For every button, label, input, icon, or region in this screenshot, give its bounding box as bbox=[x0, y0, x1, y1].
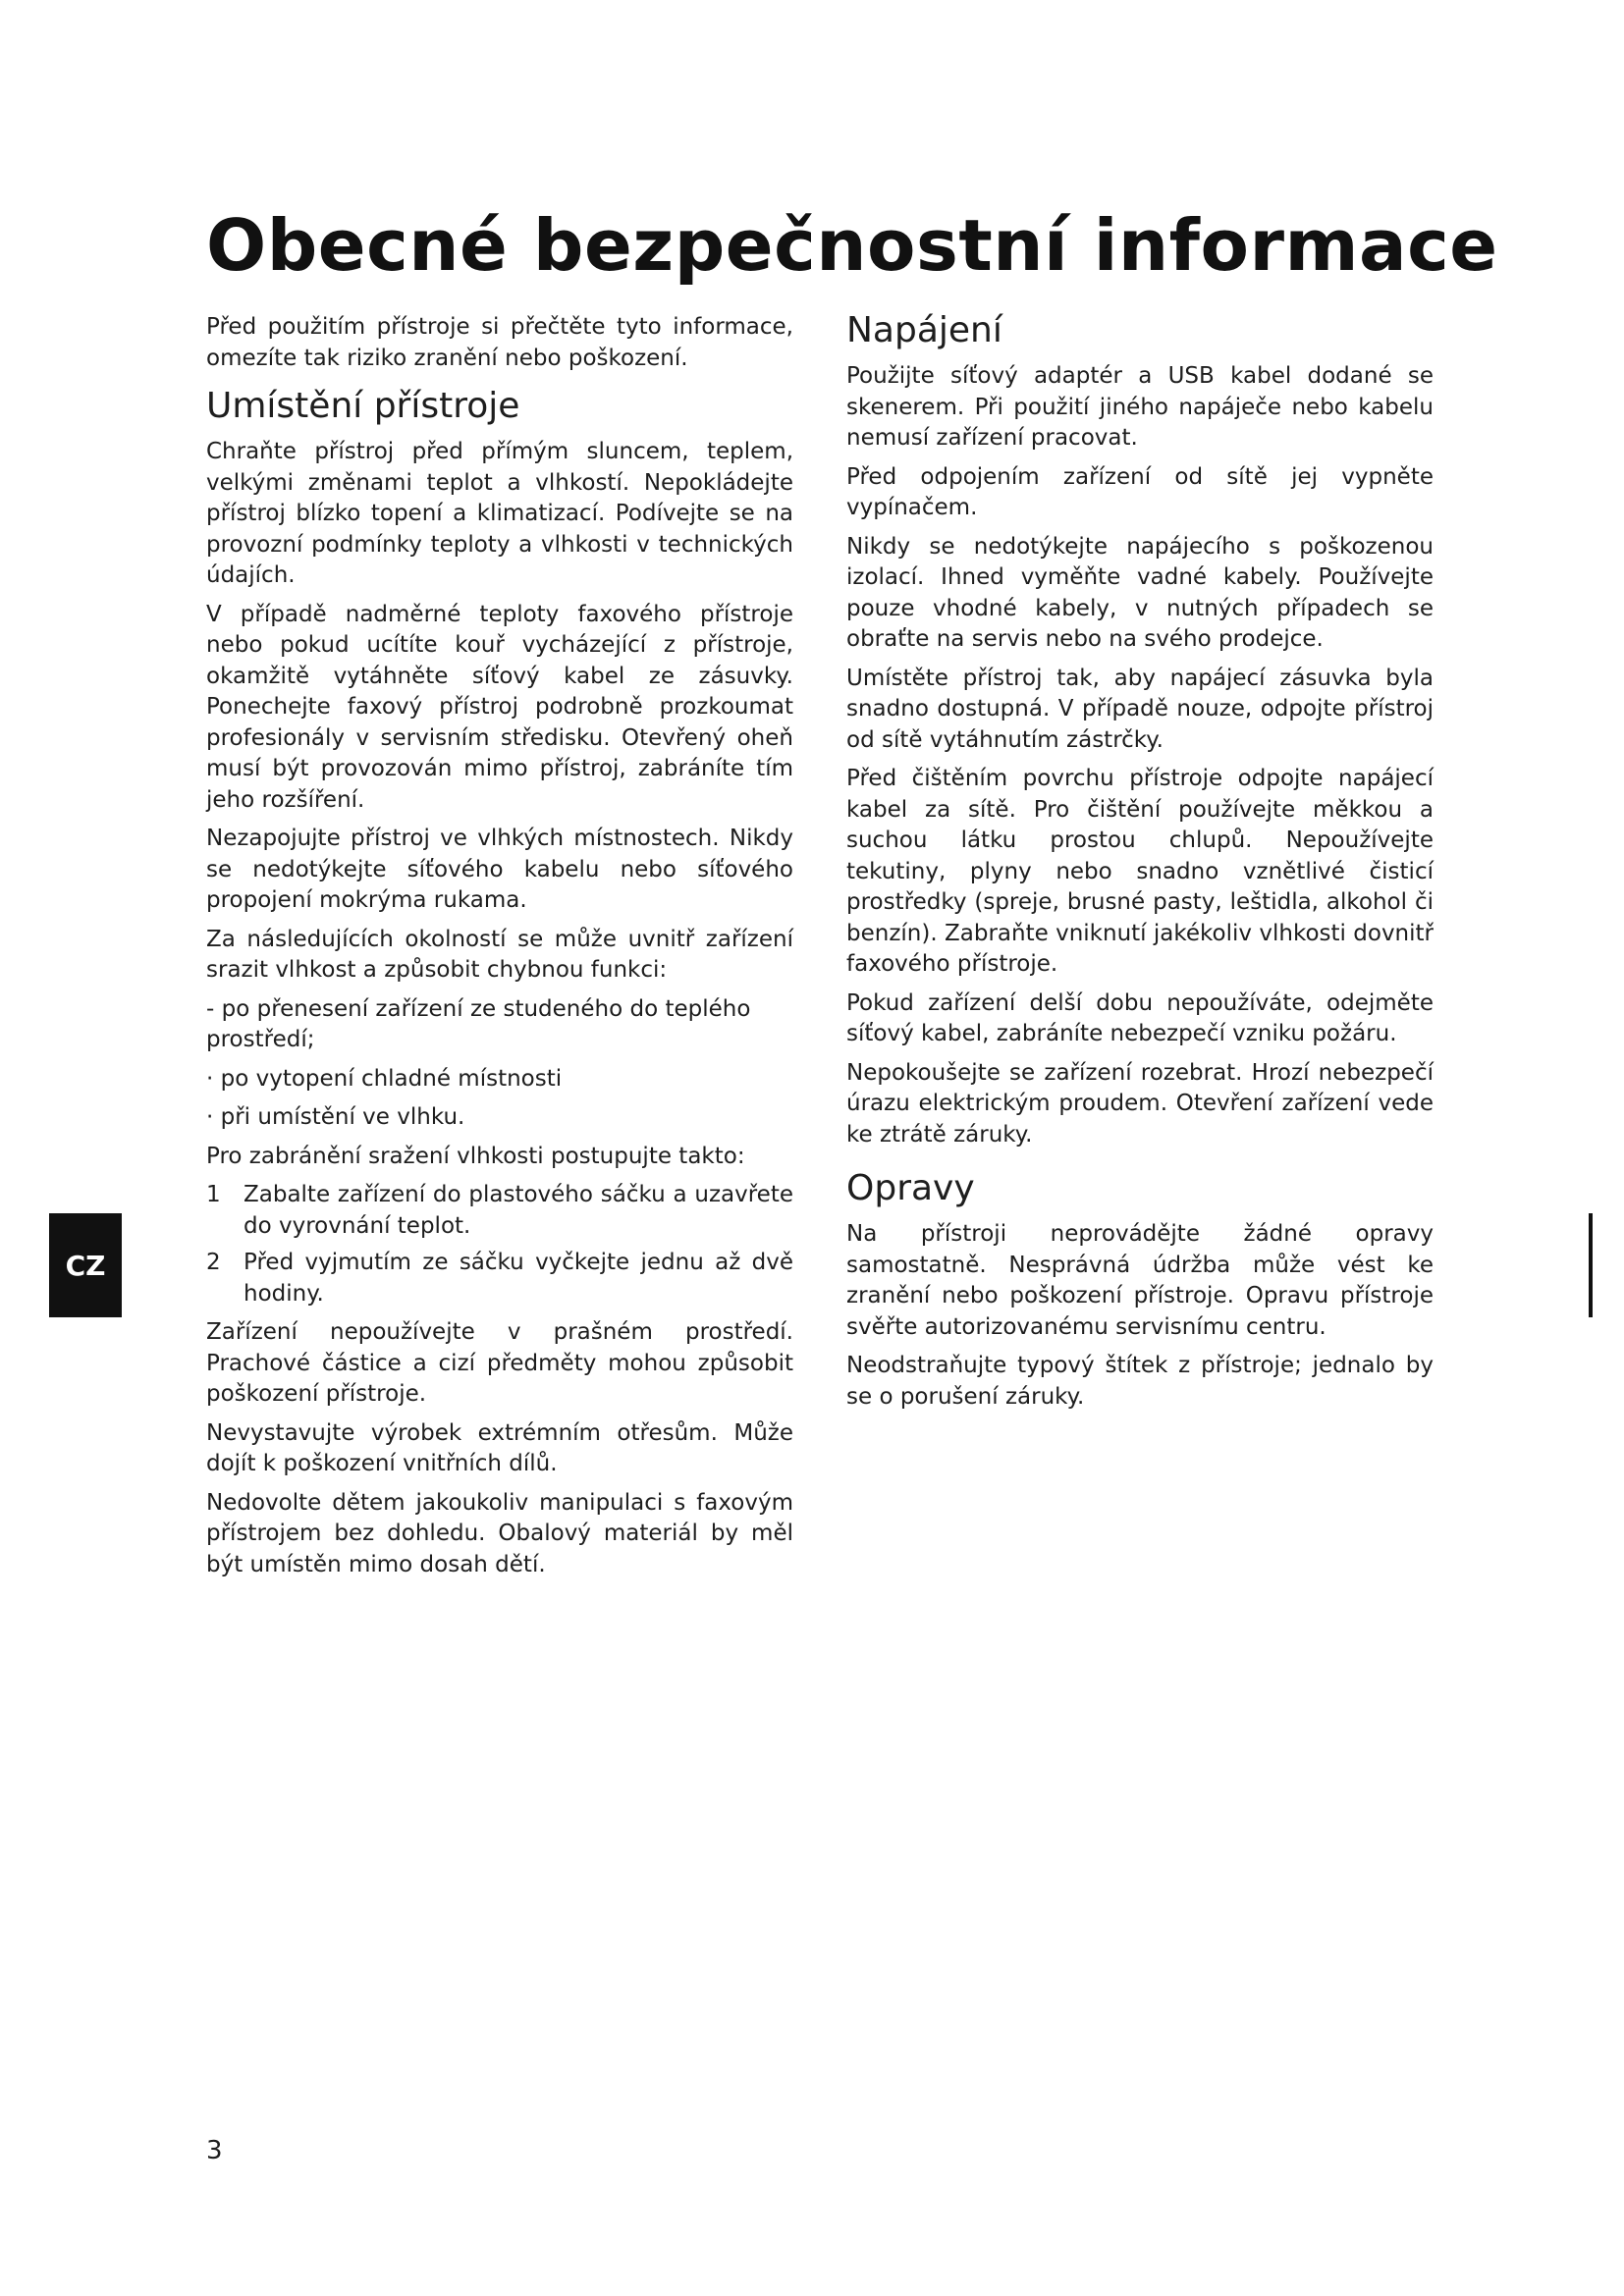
paragraph: Na přístroji neprovádějte žádné opravy samostatně. Nesprávná údržba může vést ke zranění nebo poškození přístroje. Opravu přístroje svěřte autorizovanému servisnímu centru. bbox=[846, 1221, 1434, 1340]
list-item bbox=[206, 1180, 793, 1242]
paragraph: V případě nadměrné teploty faxového přístroje nebo pokud ucítíte kouř vycházející z přístroje, okamžitě vytáhněte síťový kabel ze zásuvky. Ponechejte faxový přístroj podrobně prozkoumat profesionály v servisním středisku. Otevřený oheň musí být provozován mimo přístroj, zabráníte tím jeho rozšíření. bbox=[206, 601, 793, 813]
left-column bbox=[206, 312, 793, 1588]
intro-paragraph: Před použitím přístroje si přečtěte tyto informace, omezíte tak riziko zranění nebo poškození. bbox=[206, 314, 793, 371]
paragraph: Za následujících okolností se může uvnitř zařízení srazit vlhkost a způsobit chybnou funkci: bbox=[206, 926, 793, 983]
paragraph: Nepokoušejte se zařízení rozebrat. Hrozí nebezpečí úrazu elektrickým proudem. Otevření zařízení vede ke ztrátě záruky. bbox=[846, 1059, 1434, 1148]
list-item-text: Zabalte zařízení do plastového sáčku a uzavřete do vyrovnání teplot. bbox=[244, 1182, 793, 1239]
paragraph: Umístěte přístroj tak, aby napájecí zásuvka byla snadno dostupná. V případě nouze, odpojte přístroj od sítě vytáhnutím zástrčky. bbox=[846, 665, 1434, 753]
paragraph: Před odpojením zařízení od sítě jej vypněte vypínačem. bbox=[846, 463, 1434, 520]
paragraph: Neodstraňujte typový štítek z přístroje; jednalo by se o porušení záruky. bbox=[846, 1353, 1434, 1410]
list-item-number: 1 bbox=[206, 1182, 221, 1207]
paragraph: Nikdy se nedotýkejte napájecího s poškozenou izolací. Ihned vyměňte vadné kabely. Používejte pouze vhodné kabely, v nutných případech se obraťte na servis nebo na svého prodejce. bbox=[846, 533, 1434, 652]
paragraph: Pokud zařízení delší dobu nepoužíváte, odejměte síťový kabel, zabráníte nebezpečí vzniku požáru. bbox=[846, 989, 1434, 1046]
edge-marker bbox=[1589, 1213, 1593, 1317]
paragraph: - po přenesení zařízení ze studeného do teplého prostředí; bbox=[206, 995, 751, 1052]
list-item-number: 2 bbox=[206, 1250, 221, 1275]
paragraph: Nevystavujte výrobek extrémním otřesům. Může dojít k poškození vnitřních dílů. bbox=[206, 1419, 793, 1476]
page-number: 3 bbox=[206, 2136, 223, 2165]
list-item-text: Před vyjmutím ze sáčku vyčkejte jednu až dvě hodiny. bbox=[244, 1250, 793, 1307]
page-title: Obecné bezpečnostní informace bbox=[206, 204, 1498, 287]
paragraph: Před čištěním povrchu přístroje odpojte napájecí kabel za sítě. Pro čištění používejte měkkou a suchou látku prostou chlupů. Nepoužívejte tekutiny, plyny nebo snadno vznětlivé čisticí prostředky (spreje, brusné pasty, leštidla, alkohol či benzín). Zabraňte vniknutí jakékoliv vlhkosti dovnitř faxového přístroje. bbox=[846, 766, 1434, 977]
paragraph: Nezapojujte přístroj ve vlhkých místnostech. Nikdy se nedotýkejte síťového kabelu nebo síťového propojení mokrýma rukama. bbox=[206, 826, 793, 913]
paragraph: Chraňte přístroj před přímým sluncem, teplem, velkými změnami teplot a vlhkostí. Nepokládejte přístroj blízko topení a klimatizací. Podívejte se na provozní podmínky teploty a vlhkosti v technických údajích. bbox=[206, 439, 793, 588]
numbered-steps bbox=[206, 1180, 793, 1309]
section-heading-power: Napájení bbox=[846, 310, 1002, 350]
paragraph: Zařízení nepoužívejte v prašném prostředí. Prachové částice a cizí předměty mohou způsobit poškození přístroje. bbox=[206, 1319, 793, 1407]
paragraph: · po vytopení chladné místnosti bbox=[206, 1065, 563, 1092]
language-tab: CZ bbox=[49, 1213, 122, 1317]
paragraph: · při umístění ve vlhku. bbox=[206, 1104, 465, 1130]
paragraph: Pro zabránění sražení vlhkosti postupujte takto: bbox=[206, 1143, 745, 1169]
paragraph: Nedovolte dětem jakoukoliv manipulaci s faxovým přístrojem bez dohledu. Obalový materiál by měl být umístěn mimo dosah dětí. bbox=[206, 1489, 793, 1577]
section-heading-repairs: Opravy bbox=[846, 1168, 975, 1208]
section-heading-placement: Umístění přístroje bbox=[206, 386, 520, 426]
paragraph: Použijte síťový adaptér a USB kabel dodané se skenerem. Při použití jiného napáječe nebo kabelu nemusí zařízení pracovat. bbox=[846, 363, 1434, 451]
list-item bbox=[206, 1248, 793, 1309]
right-column bbox=[846, 306, 1434, 1420]
